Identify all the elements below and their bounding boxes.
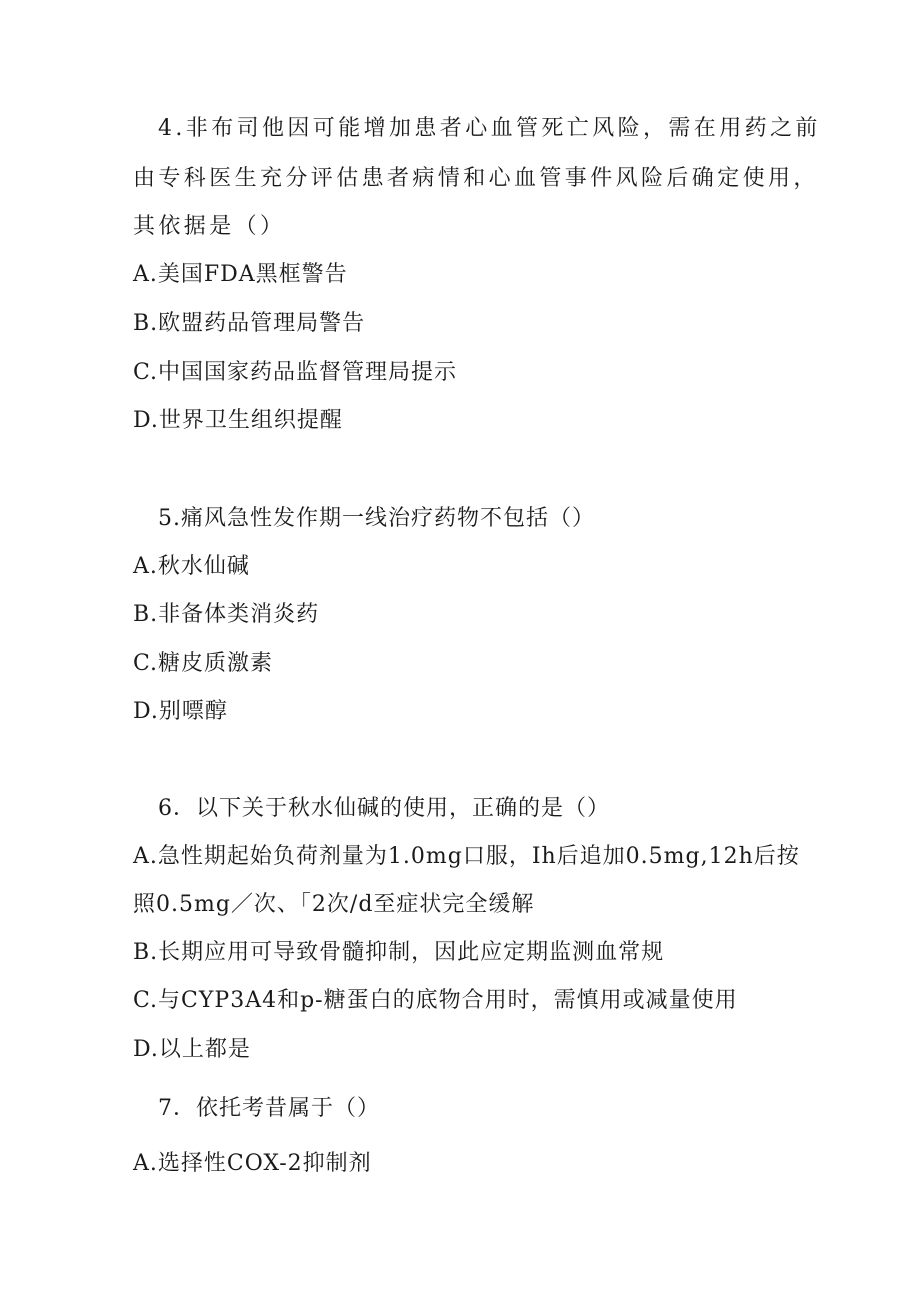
question-5-option-b: B.非备体类消炎药 [133, 602, 320, 627]
question-4-stem-line-1: 4.非布司他因可能增加患者心血管死亡风险，需在用药之前 [158, 116, 821, 141]
question-6-stem: 6．以下关于秋水仙碱的使用，正确的是（） [158, 796, 610, 821]
question-5-option-c: C.糖皮质激素 [133, 651, 274, 676]
question-6-option-a-line-1: A.急性期起始负荷剂量为1.0mg口服，Ih后追加0.5mg,12h后按 [133, 844, 800, 869]
question-4-option-a: A.美国FDA黑框警告 [133, 262, 348, 287]
question-6-option-a-line-2: 照0.5mg／次、「2次/d至症状完全缓解 [133, 892, 535, 917]
question-7-stem: 7．依托考昔属于（） [158, 1096, 380, 1121]
question-5-option-a: A.秋水仙碱 [133, 554, 250, 579]
question-6-option-d: D.以上都是 [133, 1037, 251, 1062]
question-4-option-c: C.中国国家药品监督管理局提示 [133, 360, 458, 385]
question-6-option-b: B.长期应用可导致骨髓抑制，因此应定期监测血常规 [133, 940, 665, 965]
question-5-option-d: D.别嘌醇 [133, 699, 228, 724]
question-4-option-d: D.世界卫生组织提醒 [133, 408, 343, 433]
question-4-option-b: B.欧盟药品管理局警告 [133, 311, 366, 336]
question-5-stem: 5.痛风急性发作期一线治疗药物不包括（） [158, 506, 595, 531]
question-7-option-a: A.选择性COX-2抑制剂 [133, 1151, 372, 1176]
question-6-option-c: C.与CYP3A4和p-糖蛋白的底物合用时，需慎用或减量使用 [133, 988, 738, 1013]
question-4-stem-line-3: 其依据是（） [133, 214, 286, 239]
question-4-stem-line-2: 由专科医生充分评估患者病情和心血管事件风险后确定使用， [133, 166, 819, 191]
